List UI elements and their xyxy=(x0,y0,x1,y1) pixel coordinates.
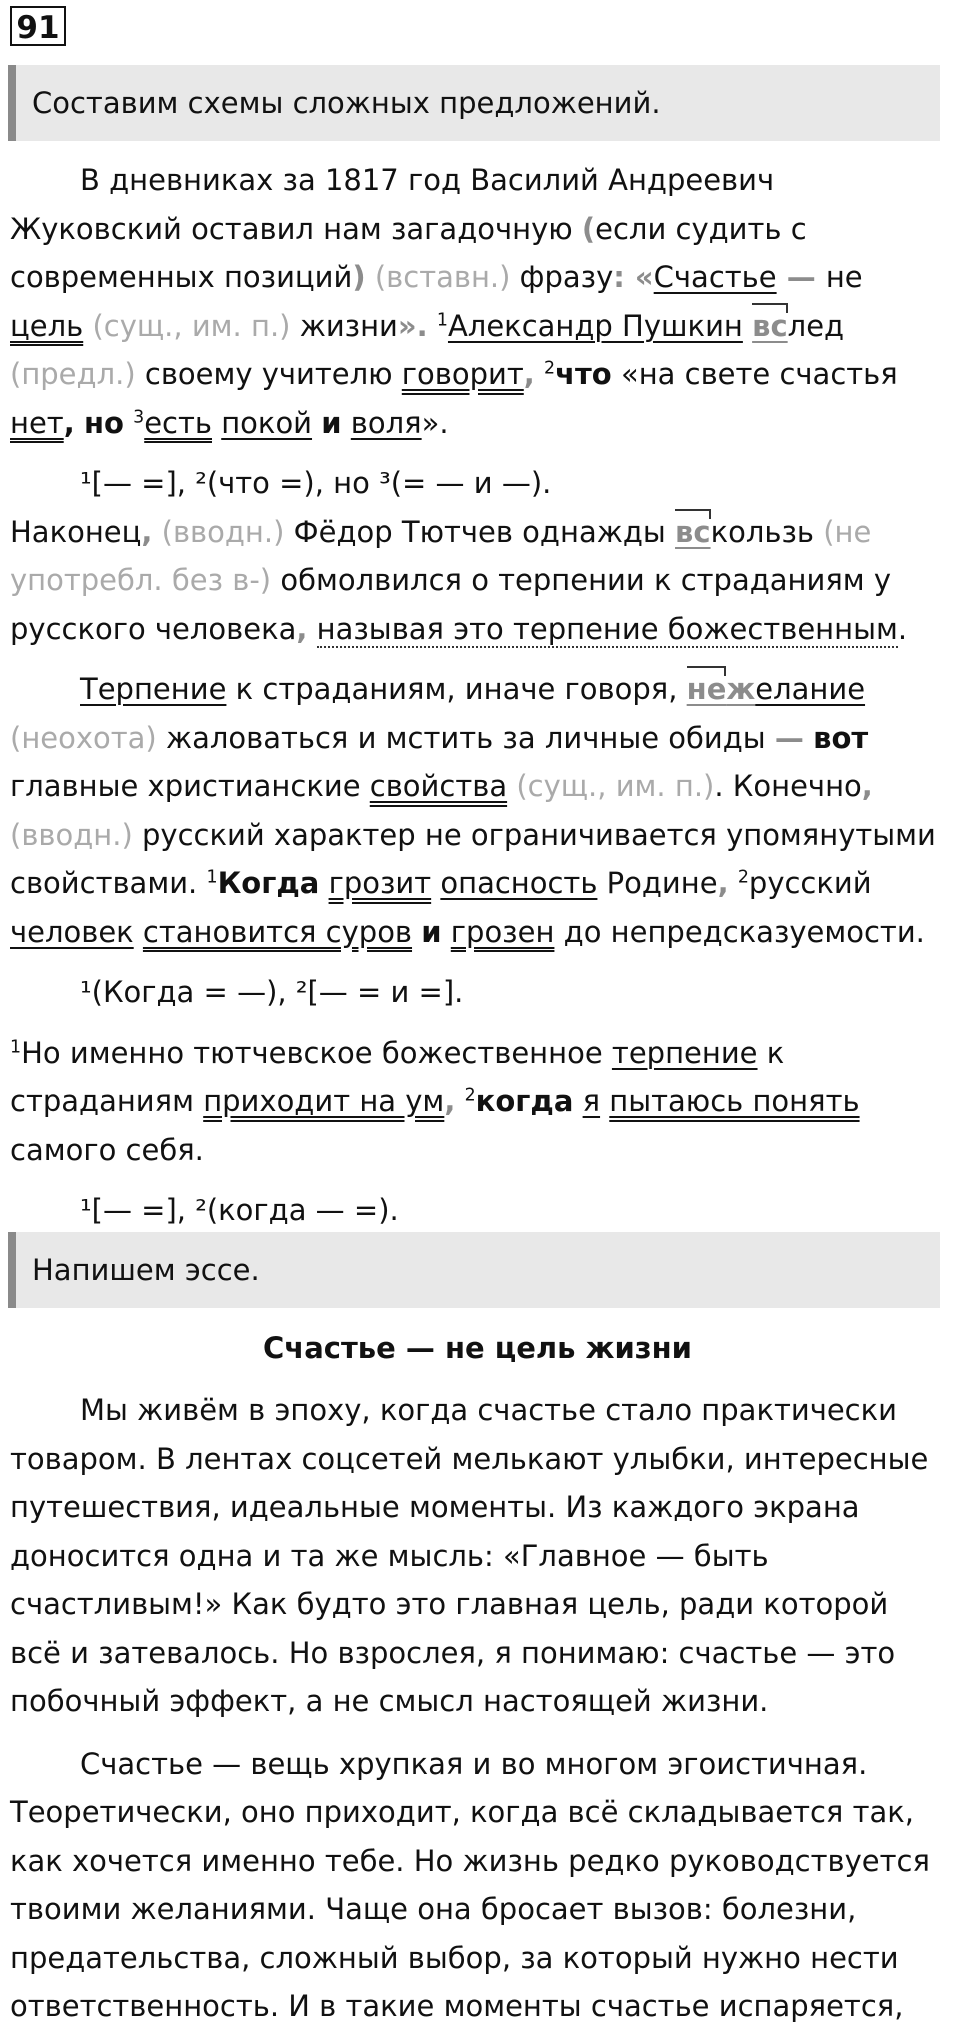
predicate-word: есть xyxy=(144,405,212,440)
sentence-paragraph-1 xyxy=(10,156,945,447)
text: к страданиям xyxy=(10,1035,785,1118)
schemes-section xyxy=(10,156,945,1235)
text: русский характер не ограничивается упомянутыми свойствами. xyxy=(10,817,936,900)
text: главные христианские xyxy=(10,769,370,803)
prefix-mark: не xyxy=(686,672,727,706)
text: лед xyxy=(787,308,845,343)
clause-number: 1 xyxy=(10,1036,22,1057)
subject-word: я xyxy=(582,1084,601,1118)
essay-paragraph-2: Счастье — вещь хрупкая и во многом эгоистичная. Теоретически, оно приходит, когда всё складывается так, как хочется именно тебе. Но жизнь редко руководствуется твоими желаниями. Чаще она бросает вызов: болезни, предательства, сложный выбор, за который нужно нести ответственность. И в такие моменты счастье испаряется, xyxy=(10,1746,930,2023)
subject-word: воля xyxy=(350,405,422,440)
conjunction-word: но xyxy=(83,405,124,440)
text: к страданиям, иначе говоря, xyxy=(226,672,687,706)
section-banner-essay xyxy=(8,1232,940,1308)
prefix-mark: вс xyxy=(752,308,788,343)
predicate-word: пытаюсь понять xyxy=(609,1084,860,1118)
punct-comma: , xyxy=(444,1084,456,1118)
grammar-note: (сущ., им. п.) xyxy=(516,769,715,803)
essay-paragraph-1: Мы живём в эпоху, когда счастье стало практически товаром. В лентах соцсетей мелькают улыбки, интересные путешествия, идеальные моменты. Из каждого экрана доносится одна и та же мысль: «Главное — быть счастливым!» Как будто это главная цель, ради которой всё и затевалось. Но взрослея, я понимаю: счастье — это побочный эффект, а не смысл настоящей жизни. xyxy=(10,1393,929,1718)
essay-title: Счастье — не цель жизни xyxy=(263,1331,692,1365)
text: Наконец xyxy=(10,514,142,549)
text: «на свете счастья xyxy=(611,357,898,391)
conjunction-word: Когда xyxy=(217,866,320,900)
grammar-note: (вводн.) xyxy=(161,514,285,549)
grammar-note: (предл.) xyxy=(10,357,136,391)
conjunction-word: и xyxy=(321,405,342,440)
punct-comma: , xyxy=(63,405,75,440)
conjunction-word: когда xyxy=(475,1084,574,1118)
grammar-note: (вставн.) xyxy=(374,260,511,294)
sentence-paragraph-4 xyxy=(10,1029,945,1175)
clause-number: 2 xyxy=(737,867,749,888)
grammar-note: (сущ., им. п.) xyxy=(92,308,291,343)
text: русский xyxy=(748,866,872,900)
predicate-word: приходит на ум xyxy=(203,1084,445,1118)
banner-text: Напишем эссе. xyxy=(32,1253,260,1287)
clause-number: 3 xyxy=(133,406,145,427)
text: самого себя. xyxy=(10,1132,204,1167)
grammar-note: (неохота) xyxy=(10,720,157,755)
subject-word: терпение xyxy=(611,1035,758,1070)
prefix-mark: вс xyxy=(675,514,711,549)
predicate-word: свойства xyxy=(369,769,508,803)
punct-quote: ». xyxy=(397,308,428,343)
text: жизни xyxy=(299,308,398,343)
sentence-scheme-3: ¹[— =], ²(когда — =). xyxy=(80,1193,399,1227)
clause-number: 1 xyxy=(206,867,218,888)
sentence-paragraph-3 xyxy=(10,665,945,956)
subject-word: Счастье xyxy=(653,260,777,294)
text: до непредсказуемости. xyxy=(554,914,925,949)
clause-number: 2 xyxy=(544,358,556,379)
punct-bracket: ( xyxy=(581,211,596,246)
text: В дневниках за 1817 год Василий Андреевич Жуковский оставил нам загадочную xyxy=(10,163,775,246)
punct-bracket: ) xyxy=(352,260,366,294)
predicate-word: становится суров xyxy=(142,914,413,949)
text: своему учителю xyxy=(135,357,402,391)
grammar-note: (не употребл. без в-) xyxy=(10,514,872,597)
text: Но именно тютчевское божественное xyxy=(21,1035,612,1070)
conjunction-word: что xyxy=(555,357,612,391)
task-number: 91 xyxy=(10,6,66,46)
sentence-scheme-1: ¹[— =], ²(что =), но ³(= — и —). xyxy=(80,466,552,500)
text: обмолвился о терпении к страданиям у русского человека xyxy=(10,563,892,646)
subject-word: покой xyxy=(221,405,313,440)
text: фразу xyxy=(510,260,614,294)
text: . xyxy=(897,611,908,646)
text: Родине xyxy=(597,866,718,900)
text: жаловаться и мстить за личные обиды xyxy=(156,720,775,755)
conjunction-word: и xyxy=(421,914,442,949)
root-mark: ж xyxy=(726,672,756,706)
text: не xyxy=(825,260,863,294)
text: кользь xyxy=(710,514,824,549)
banner-text: Составим схемы сложных предложений. xyxy=(32,86,661,120)
predicate-word: цель xyxy=(10,308,84,343)
particle-word: вот xyxy=(813,720,869,755)
subject-word: Александр Пушкин xyxy=(447,308,743,343)
punct-quote: : « xyxy=(613,260,654,294)
punct-dash: — xyxy=(776,260,826,294)
punct-comma: , xyxy=(296,611,308,646)
subject-word: опасность xyxy=(440,866,598,900)
punct-comma: , xyxy=(717,866,729,900)
text: если судить с современных позиций xyxy=(10,211,807,294)
punct-comma: , xyxy=(141,514,153,549)
text: Фёдор Тютчев однажды xyxy=(284,514,676,549)
sentence-scheme-2: ¹(Когда = —), ²[— = и =]. xyxy=(80,975,464,1009)
predicate-word: нет xyxy=(10,405,64,440)
grammar-note: (вводн.) xyxy=(10,817,133,852)
punct-comma: , xyxy=(523,357,535,391)
text: . Конечно xyxy=(714,769,862,803)
predicate-word: говорит xyxy=(401,357,524,391)
subject-word: человек xyxy=(10,914,134,949)
punct-dash: — xyxy=(774,720,804,755)
predicate-word: грозит xyxy=(328,866,432,900)
section-banner-schemes xyxy=(8,65,940,141)
predicate-word: грозен xyxy=(450,914,555,949)
sentence-paragraph-2 xyxy=(10,508,945,654)
text: ». xyxy=(421,405,449,440)
clause-number: 1 xyxy=(436,309,448,330)
subject-word: Терпение xyxy=(80,672,227,706)
essay-section xyxy=(10,1324,945,2031)
punct-comma: , xyxy=(861,769,873,803)
clause-number: 2 xyxy=(464,1085,476,1106)
subject-word: елание xyxy=(755,672,866,706)
participle-phrase: называя это терпение божественным xyxy=(316,611,898,646)
